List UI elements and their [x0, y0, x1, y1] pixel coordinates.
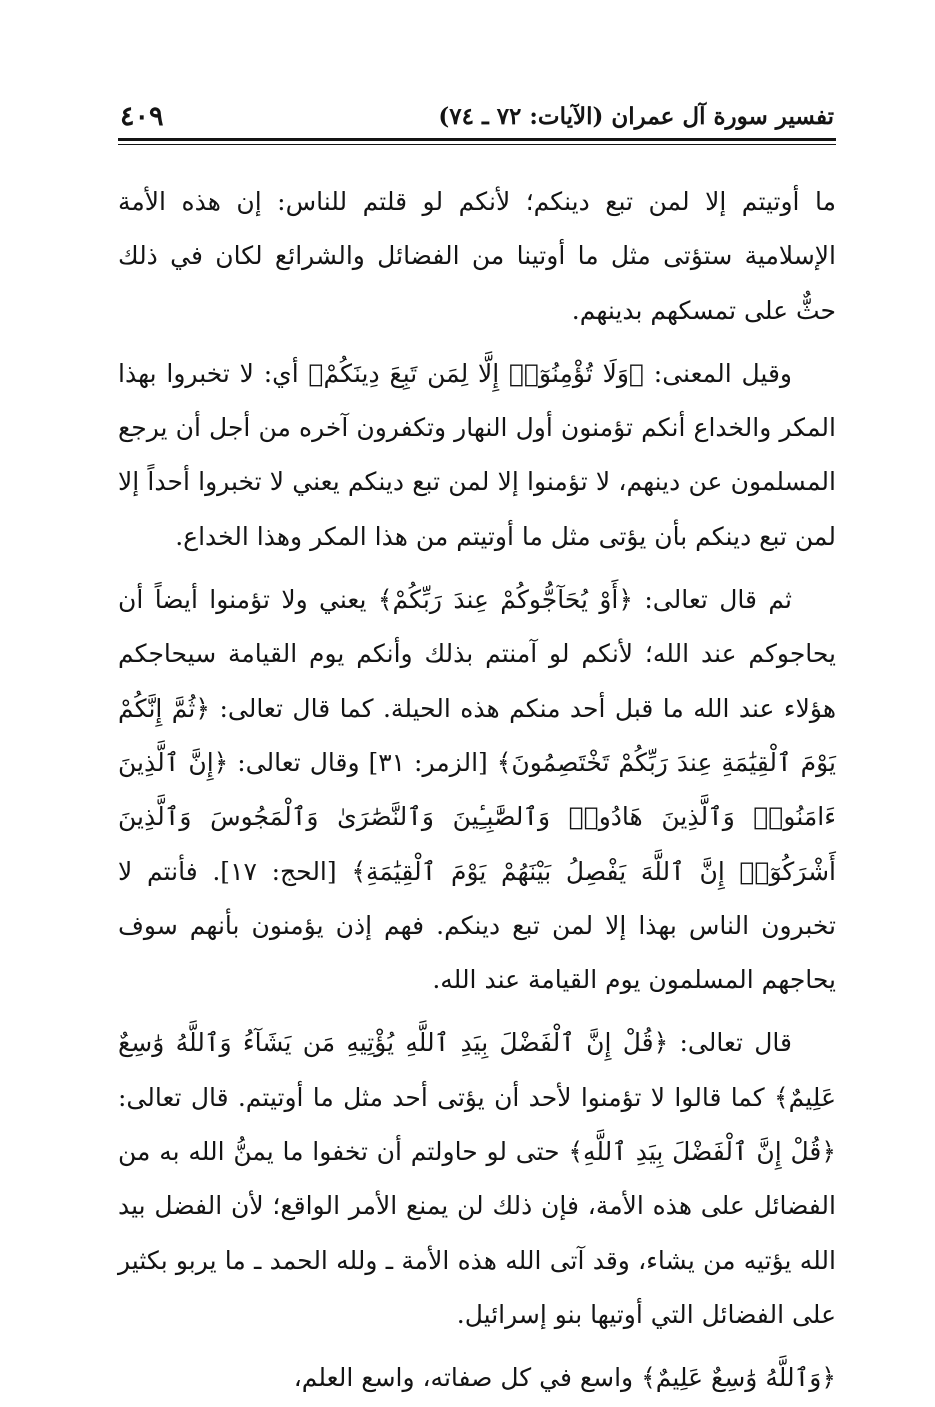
- paragraph-2: وقيل المعنى: ﴿وَلَا تُؤْمِنُوٓا۟ إِلَّا لِمَن تَبِعَ دِينَكُمْ﴾ أي: لا تخبروا بهذا المكر والخداع أنكم تؤمنون أول النهار وتكفرون آخره من أجل أن يرجع المسلمون عن دينهم، لا تؤمنوا إلا لمن تبع دينكم يعني لا تخبروا أحداً إلا لمن تبع دينكم بأن يؤتى مثل ما أوتيتم من هذا المكر وهذا الخداع.: [118, 358, 836, 551]
- page-number: ٤٠٩: [120, 101, 164, 132]
- body-text: [118, 175, 836, 1406]
- book-page: [118, 92, 836, 1406]
- paragraph-1: ما أوتيتم إلا لمن تبع دينكم؛ لأنكم لو قلتم للناس: إن هذه الأمة الإسلامية ستؤتى مثل ما أوتينا من الفضائل والشرائع لكان في ذلك حثٌّ على تمسكهم بدينهم.: [118, 187, 836, 325]
- running-header: [118, 92, 836, 132]
- header-rule-thick: [118, 138, 836, 141]
- header-title: تفسير سورة آل عمران (الآيات: ٧٢ ـ ٧٤): [438, 103, 834, 130]
- paragraph-3: ثم قال تعالى: ﴿أَوْ يُحَآجُّوكُمْ عِندَ رَبِّكُمْ﴾ يعني ولا تؤمنوا أيضاً أن يحاجوكم عند الله؛ لأنكم لو آمنتم بذلك وأنكم يوم القيامة سيحاجكم هؤلاء عند الله ما قبل أحد منكم هذه الحيلة. كما قال تعالى: ﴿ثُمَّ إِنَّكُمْ يَوْمَ ٱلْقِيَٰمَةِ عِندَ رَبِّكُمْ تَخْتَصِمُونَ﴾ [الزمر: ٣١] وقال تعالى: ﴿إِنَّ ٱلَّذِينَ ءَامَنُوا۟ وَٱلَّذِينَ هَادُوا۟ وَٱلصَّٰبِـِٔينَ وَٱلنَّصَٰرَىٰ وَٱلْمَجُوسَ وَٱلَّذِينَ أَشْرَكُوٓا۟ إِنَّ ٱللَّهَ يَفْصِلُ بَيْنَهُمْ يَوْمَ ٱلْقِيَٰمَةِ﴾ [الحج: ١٧]. فأنتم لا تخبرون الناس بهذا إلا لمن تبع دينكم. فهم إذن يؤمنون بأنهم سوف يحاجهم المسلمون يوم القيامة عند الله.: [118, 585, 836, 995]
- paragraph-5: ﴿وَٱللَّهُ وَٰسِعٌ عَلِيمٌ﴾ واسع في كل صفاته، واسع العلم،: [293, 1363, 836, 1393]
- paragraph-4: قال تعالى: ﴿قُلْ إِنَّ ٱلْفَضْلَ بِيَدِ ٱللَّهِ يُؤْتِيهِ مَن يَشَآءُ وَٱللَّهُ وَٰسِعٌ عَلِيمٌ﴾ كما قالوا لا تؤمنوا لأحد أن يؤتى أحد مثل ما أوتيتم. قال تعالى: ﴿قُلْ إِنَّ ٱلْفَضْلَ بِيَدِ ٱللَّهِ﴾ حتى لو حاولتم أن تخفوا ما يمنُّ الله به من الفضائل على هذه الأمة، فإن ذلك لن يمنع الأمر الواقع؛ لأن الفضل بيد الله يؤتيه من يشاء، وقد آتى الله هذه الأمة ـ ولله الحمد ـ ما يربو بكثير على الفضائل التي أوتيها بنو إسرائيل.: [118, 1028, 836, 1329]
- header-rule-thin: [118, 144, 836, 145]
